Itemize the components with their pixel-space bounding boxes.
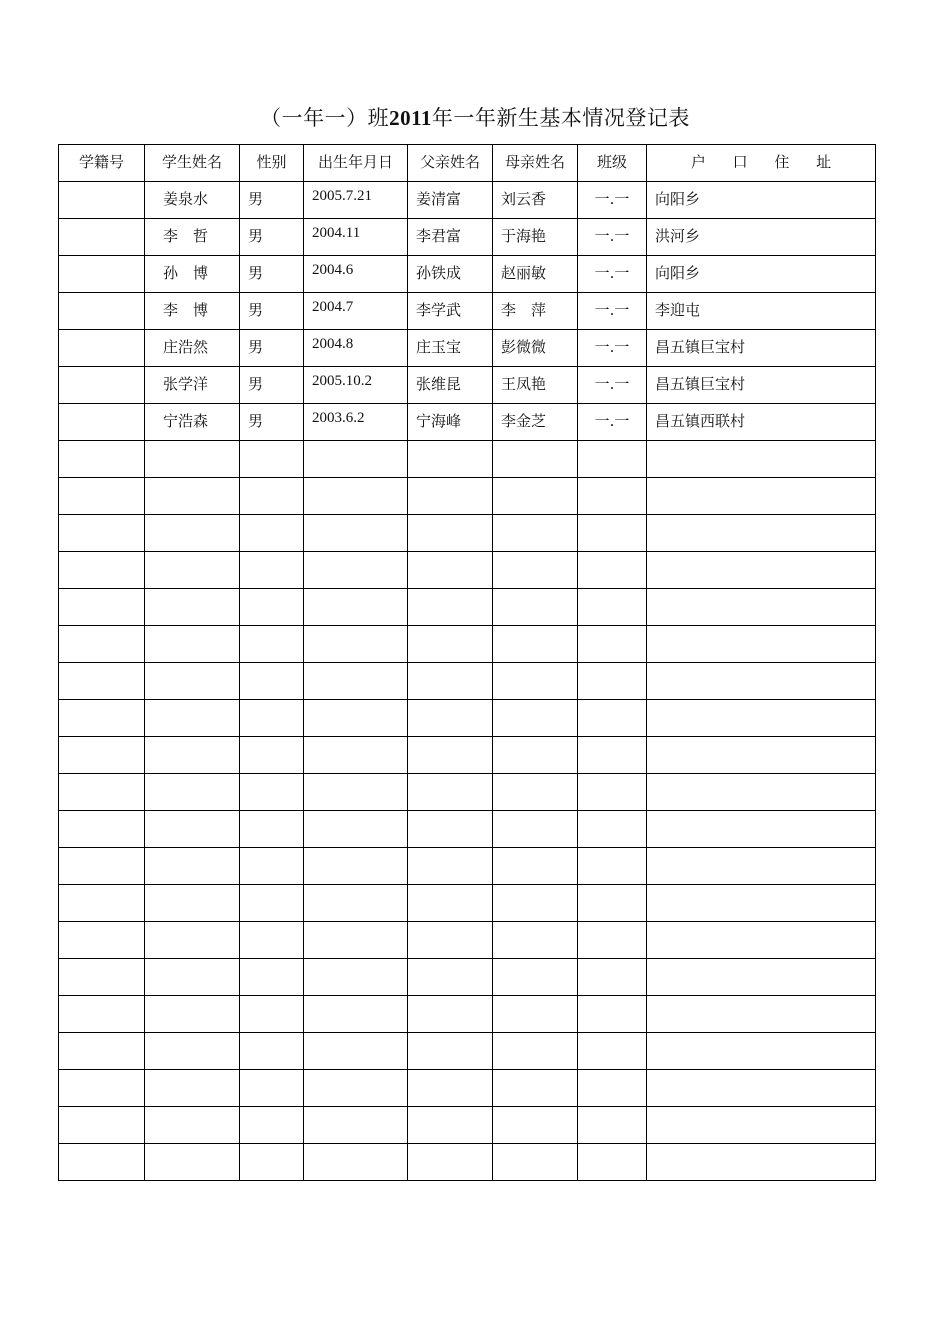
student-id-cell: [59, 441, 145, 478]
birth-date-cell: [304, 811, 408, 848]
student-name-cell: [145, 848, 240, 885]
mother-name-cell: [493, 922, 578, 959]
address-cell: 昌五镇巨宝村: [647, 330, 876, 367]
student-id-cell: [59, 811, 145, 848]
student-id-cell: [59, 367, 145, 404]
gender-cell: [240, 552, 304, 589]
title-year: 2011: [389, 106, 432, 130]
father-name-cell: [408, 996, 493, 1033]
gender-cell: [240, 737, 304, 774]
father-name-cell: [408, 959, 493, 996]
gender-cell: [240, 996, 304, 1033]
gender-cell: 男: [240, 404, 304, 441]
birth-date-cell: 2005.10.2: [304, 367, 408, 404]
father-name-cell: [408, 515, 493, 552]
birth-date-cell: [304, 922, 408, 959]
blank-table-row: [59, 885, 876, 922]
mother-name-cell: [493, 996, 578, 1033]
blank-table-row: [59, 737, 876, 774]
blank-table-row: [59, 774, 876, 811]
class-cell: [578, 626, 647, 663]
class-cell: 一.一: [578, 293, 647, 330]
blank-table-row: [59, 441, 876, 478]
gender-cell: 男: [240, 256, 304, 293]
student-id-cell: [59, 663, 145, 700]
header-row: [59, 145, 876, 182]
student-name-cell: [145, 478, 240, 515]
mother-name-cell: [493, 515, 578, 552]
address-cell: [647, 1070, 876, 1107]
father-name-cell: [408, 848, 493, 885]
student-name-cell: 李 哲: [145, 219, 240, 256]
birth-date-cell: [304, 885, 408, 922]
title-prefix: （一年一）班: [260, 106, 390, 130]
address-cell: [647, 1033, 876, 1070]
father-name-cell: 姜清富: [408, 182, 493, 219]
father-name-cell: [408, 663, 493, 700]
student-name-cell: 姜泉水: [145, 182, 240, 219]
address-cell: [647, 552, 876, 589]
father-name-cell: [408, 552, 493, 589]
class-cell: [578, 959, 647, 996]
address-cell: 昌五镇巨宝村: [647, 367, 876, 404]
class-cell: 一.一: [578, 404, 647, 441]
header-father-name: 父亲姓名: [408, 145, 493, 182]
birth-date-cell: [304, 1144, 408, 1181]
class-cell: [578, 737, 647, 774]
mother-name-cell: [493, 959, 578, 996]
class-cell: [578, 848, 647, 885]
blank-table-row: [59, 589, 876, 626]
father-name-cell: [408, 441, 493, 478]
father-name-cell: [408, 478, 493, 515]
table-row: [59, 367, 876, 404]
student-name-cell: 孙 博: [145, 256, 240, 293]
mother-name-cell: 王凤艳: [493, 367, 578, 404]
mother-name-cell: 李 萍: [493, 293, 578, 330]
birth-date-cell: 2004.11: [304, 219, 408, 256]
gender-cell: [240, 885, 304, 922]
father-name-cell: [408, 700, 493, 737]
blank-table-row: [59, 1144, 876, 1181]
mother-name-cell: [493, 811, 578, 848]
gender-cell: 男: [240, 367, 304, 404]
class-cell: 一.一: [578, 182, 647, 219]
class-cell: [578, 996, 647, 1033]
father-name-cell: [408, 922, 493, 959]
address-cell: [647, 1107, 876, 1144]
class-cell: 一.一: [578, 367, 647, 404]
blank-table-row: [59, 811, 876, 848]
gender-cell: 男: [240, 182, 304, 219]
birth-date-cell: 2003.6.2: [304, 404, 408, 441]
class-cell: [578, 1070, 647, 1107]
student-id-cell: [59, 1033, 145, 1070]
student-name-cell: [145, 1107, 240, 1144]
class-cell: [578, 441, 647, 478]
mother-name-cell: [493, 552, 578, 589]
birth-date-cell: [304, 515, 408, 552]
header-address: 户 口 住 址: [647, 145, 876, 182]
class-cell: [578, 515, 647, 552]
father-name-cell: [408, 737, 493, 774]
mother-name-cell: [493, 1070, 578, 1107]
gender-cell: [240, 1033, 304, 1070]
mother-name-cell: [493, 700, 578, 737]
father-name-cell: 张维昆: [408, 367, 493, 404]
student-name-cell: [145, 515, 240, 552]
student-id-cell: [59, 589, 145, 626]
address-cell: [647, 626, 876, 663]
student-name-cell: [145, 626, 240, 663]
birth-date-cell: [304, 1107, 408, 1144]
gender-cell: [240, 663, 304, 700]
student-id-cell: [59, 1070, 145, 1107]
blank-table-row: [59, 996, 876, 1033]
gender-cell: 男: [240, 293, 304, 330]
student-id-cell: [59, 1144, 145, 1181]
birth-date-cell: [304, 626, 408, 663]
page-title: [0, 103, 950, 133]
student-name-cell: [145, 441, 240, 478]
birth-date-cell: [304, 552, 408, 589]
mother-name-cell: 彭微微: [493, 330, 578, 367]
father-name-cell: 李君富: [408, 219, 493, 256]
student-id-cell: [59, 848, 145, 885]
table-row: [59, 330, 876, 367]
birth-date-cell: 2005.7.21: [304, 182, 408, 219]
birth-date-cell: [304, 589, 408, 626]
blank-table-row: [59, 1070, 876, 1107]
table-row: [59, 256, 876, 293]
student-register-table: [58, 144, 876, 1181]
student-name-cell: [145, 552, 240, 589]
student-id-cell: [59, 996, 145, 1033]
class-cell: [578, 552, 647, 589]
header-mother-name: 母亲姓名: [493, 145, 578, 182]
student-id-cell: [59, 885, 145, 922]
address-cell: [647, 848, 876, 885]
student-name-cell: [145, 589, 240, 626]
blank-table-row: [59, 848, 876, 885]
student-name-cell: 李 博: [145, 293, 240, 330]
student-name-cell: [145, 996, 240, 1033]
student-id-cell: [59, 700, 145, 737]
address-cell: [647, 811, 876, 848]
gender-cell: [240, 478, 304, 515]
student-id-cell: [59, 1107, 145, 1144]
gender-cell: [240, 626, 304, 663]
blank-table-row: [59, 1107, 876, 1144]
gender-cell: [240, 441, 304, 478]
father-name-cell: [408, 626, 493, 663]
birth-date-cell: [304, 663, 408, 700]
student-id-cell: [59, 959, 145, 996]
address-cell: 昌五镇西联村: [647, 404, 876, 441]
birth-date-cell: [304, 1070, 408, 1107]
student-name-cell: [145, 663, 240, 700]
header-gender: 性别: [240, 145, 304, 182]
header-birth-date: 出生年月日: [304, 145, 408, 182]
student-name-cell: [145, 811, 240, 848]
student-id-cell: [59, 293, 145, 330]
class-cell: [578, 589, 647, 626]
blank-table-row: [59, 922, 876, 959]
student-id-cell: [59, 552, 145, 589]
mother-name-cell: [493, 626, 578, 663]
father-name-cell: [408, 1070, 493, 1107]
class-cell: [578, 663, 647, 700]
student-name-cell: [145, 1144, 240, 1181]
gender-cell: [240, 959, 304, 996]
address-cell: 向阳乡: [647, 182, 876, 219]
birth-date-cell: 2004.7: [304, 293, 408, 330]
student-id-cell: [59, 515, 145, 552]
gender-cell: [240, 1144, 304, 1181]
class-cell: 一.一: [578, 330, 647, 367]
student-name-cell: 庄浩然: [145, 330, 240, 367]
father-name-cell: 庄玉宝: [408, 330, 493, 367]
gender-cell: [240, 589, 304, 626]
mother-name-cell: [493, 774, 578, 811]
address-cell: [647, 478, 876, 515]
birth-date-cell: [304, 774, 408, 811]
blank-table-row: [59, 626, 876, 663]
address-cell: [647, 1144, 876, 1181]
student-name-cell: [145, 922, 240, 959]
address-cell: 向阳乡: [647, 256, 876, 293]
father-name-cell: [408, 1107, 493, 1144]
mother-name-cell: [493, 478, 578, 515]
birth-date-cell: [304, 959, 408, 996]
blank-table-row: [59, 515, 876, 552]
father-name-cell: [408, 774, 493, 811]
title-suffix: 年一年新生基本情况登记表: [431, 106, 690, 130]
gender-cell: 男: [240, 219, 304, 256]
student-name-cell: 张学洋: [145, 367, 240, 404]
gender-cell: [240, 1070, 304, 1107]
father-name-cell: 李学武: [408, 293, 493, 330]
class-cell: [578, 774, 647, 811]
class-cell: [578, 885, 647, 922]
gender-cell: 男: [240, 330, 304, 367]
header-student-id: 学籍号: [59, 145, 145, 182]
gender-cell: [240, 700, 304, 737]
class-cell: [578, 700, 647, 737]
blank-table-row: [59, 663, 876, 700]
birth-date-cell: [304, 478, 408, 515]
mother-name-cell: [493, 589, 578, 626]
blank-table-row: [59, 1033, 876, 1070]
address-cell: 洪河乡: [647, 219, 876, 256]
blank-table-row: [59, 478, 876, 515]
blank-table-row: [59, 959, 876, 996]
address-cell: [647, 737, 876, 774]
address-cell: [647, 515, 876, 552]
blank-table-row: [59, 552, 876, 589]
address-cell: [647, 663, 876, 700]
mother-name-cell: 李金芝: [493, 404, 578, 441]
address-cell: [647, 774, 876, 811]
mother-name-cell: [493, 1107, 578, 1144]
gender-cell: [240, 848, 304, 885]
student-id-cell: [59, 219, 145, 256]
student-name-cell: [145, 959, 240, 996]
student-id-cell: [59, 182, 145, 219]
student-id-cell: [59, 774, 145, 811]
mother-name-cell: 刘云香: [493, 182, 578, 219]
father-name-cell: [408, 589, 493, 626]
table-row: [59, 182, 876, 219]
father-name-cell: [408, 1144, 493, 1181]
father-name-cell: 孙铁成: [408, 256, 493, 293]
address-cell: [647, 441, 876, 478]
birth-date-cell: [304, 441, 408, 478]
blank-table-row: [59, 700, 876, 737]
birth-date-cell: [304, 1033, 408, 1070]
mother-name-cell: [493, 1144, 578, 1181]
gender-cell: [240, 922, 304, 959]
mother-name-cell: [493, 1033, 578, 1070]
address-cell: [647, 922, 876, 959]
student-name-cell: [145, 737, 240, 774]
class-cell: 一.一: [578, 256, 647, 293]
student-name-cell: [145, 1033, 240, 1070]
father-name-cell: [408, 885, 493, 922]
address-cell: [647, 959, 876, 996]
mother-name-cell: [493, 663, 578, 700]
table-row: [59, 219, 876, 256]
student-name-cell: [145, 885, 240, 922]
mother-name-cell: [493, 848, 578, 885]
address-cell: [647, 996, 876, 1033]
header-student-name: 学生姓名: [145, 145, 240, 182]
student-id-cell: [59, 256, 145, 293]
gender-cell: [240, 811, 304, 848]
table-row: [59, 404, 876, 441]
birth-date-cell: [304, 848, 408, 885]
class-cell: [578, 1144, 647, 1181]
student-name-cell: [145, 1070, 240, 1107]
student-name-cell: 宁浩森: [145, 404, 240, 441]
student-id-cell: [59, 330, 145, 367]
student-id-cell: [59, 404, 145, 441]
gender-cell: [240, 1107, 304, 1144]
address-cell: [647, 700, 876, 737]
mother-name-cell: 于海艳: [493, 219, 578, 256]
mother-name-cell: [493, 737, 578, 774]
address-cell: 李迎屯: [647, 293, 876, 330]
student-id-cell: [59, 922, 145, 959]
mother-name-cell: [493, 441, 578, 478]
class-cell: [578, 1033, 647, 1070]
table-row: [59, 293, 876, 330]
address-cell: [647, 589, 876, 626]
student-name-cell: [145, 774, 240, 811]
student-id-cell: [59, 626, 145, 663]
gender-cell: [240, 515, 304, 552]
address-cell: [647, 885, 876, 922]
class-cell: 一.一: [578, 219, 647, 256]
header-class: 班级: [578, 145, 647, 182]
student-id-cell: [59, 737, 145, 774]
class-cell: [578, 811, 647, 848]
father-name-cell: [408, 1033, 493, 1070]
father-name-cell: [408, 811, 493, 848]
class-cell: [578, 922, 647, 959]
birth-date-cell: [304, 996, 408, 1033]
table-body: [59, 182, 876, 1181]
father-name-cell: 宁海峰: [408, 404, 493, 441]
class-cell: [578, 478, 647, 515]
birth-date-cell: [304, 700, 408, 737]
mother-name-cell: 赵丽敏: [493, 256, 578, 293]
student-id-cell: [59, 478, 145, 515]
mother-name-cell: [493, 885, 578, 922]
birth-date-cell: 2004.8: [304, 330, 408, 367]
class-cell: [578, 1107, 647, 1144]
birth-date-cell: [304, 737, 408, 774]
birth-date-cell: 2004.6: [304, 256, 408, 293]
student-name-cell: [145, 700, 240, 737]
gender-cell: [240, 774, 304, 811]
